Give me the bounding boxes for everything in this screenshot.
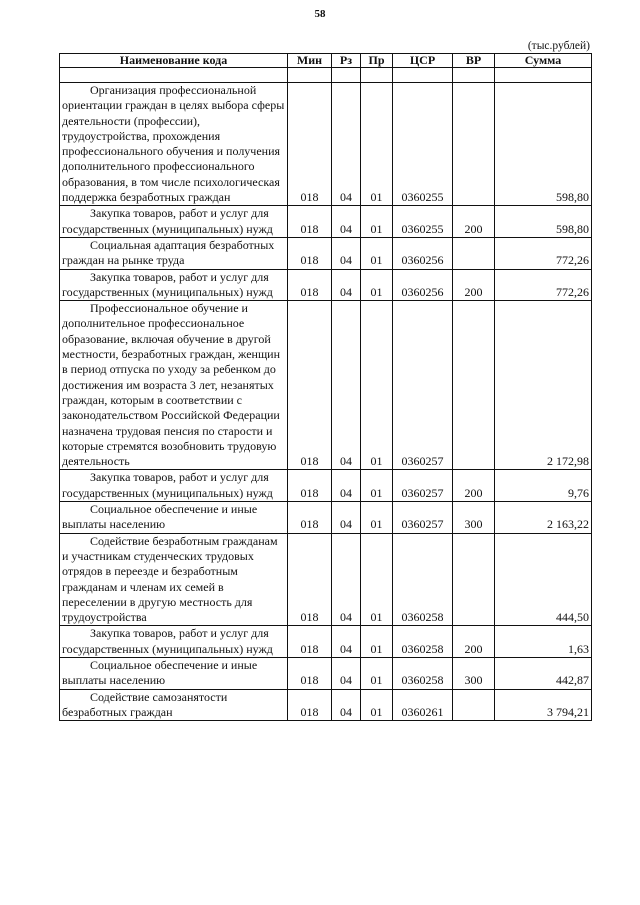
row-sum: 2 172,98 <box>495 301 592 470</box>
row-pr: 01 <box>361 237 393 269</box>
table-header-row <box>60 54 592 68</box>
row-sum: 598,80 <box>495 83 592 206</box>
units-label: (тыс.рублей) <box>527 40 590 52</box>
row-vr <box>453 237 495 269</box>
row-rz: 04 <box>332 269 361 301</box>
row-csr: 0360255 <box>393 206 453 238</box>
row-csr: 0360256 <box>393 237 453 269</box>
row-min: 018 <box>288 301 332 470</box>
table-row <box>60 626 592 658</box>
row-min: 018 <box>288 237 332 269</box>
table-row <box>60 470 592 502</box>
table-row <box>60 269 592 301</box>
row-pr: 01 <box>361 533 393 626</box>
row-name: Закупка товаров, работ и услуг для государственных (муниципальных) нужд <box>62 470 273 500</box>
header-vr: ВР <box>453 54 495 68</box>
row-sum: 3 794,21 <box>495 689 592 721</box>
row-min: 018 <box>288 657 332 689</box>
row-csr: 0360258 <box>393 657 453 689</box>
row-pr: 01 <box>361 301 393 470</box>
header-name: Наименование кода <box>60 54 288 68</box>
header-rz: Рз <box>332 54 361 68</box>
row-min: 018 <box>288 206 332 238</box>
row-csr: 0360258 <box>393 533 453 626</box>
row-name: Профессиональное обучение и дополнительное профессиональное образование, включая обучение в другой местности, безработных граждан, женщин в период отпуска по уходу за ребенком до достижения им возраста 3 лет, незанятых граждан, которым в соответствии с законодательством Российской Федерации назначена трудовая пенсия по старости и которые стремятся возобновить трудовую деятельность <box>62 301 281 469</box>
row-sum: 2 163,22 <box>495 502 592 534</box>
row-vr <box>453 689 495 721</box>
row-csr: 0360261 <box>393 689 453 721</box>
row-sum: 772,26 <box>495 269 592 301</box>
table-row <box>60 657 592 689</box>
row-csr: 0360257 <box>393 502 453 534</box>
table-row <box>60 689 592 721</box>
row-min: 018 <box>288 502 332 534</box>
row-csr: 0360258 <box>393 626 453 658</box>
table-row <box>60 301 592 470</box>
table-row <box>60 502 592 534</box>
row-rz: 04 <box>332 657 361 689</box>
row-pr: 01 <box>361 626 393 658</box>
row-rz: 04 <box>332 83 361 206</box>
row-name: Содействие безработным гражданам и участникам студенческих трудовых отрядов в переезде и безработным гражданам и членам их семей в переселении в другую местность для трудоустройства <box>62 533 278 625</box>
row-vr: 200 <box>453 470 495 502</box>
row-sum: 1,63 <box>495 626 592 658</box>
row-min: 018 <box>288 83 332 206</box>
row-sum: 598,80 <box>495 206 592 238</box>
header-min: Мин <box>288 54 332 68</box>
row-vr: 200 <box>453 626 495 658</box>
header-pr: Пр <box>361 54 393 68</box>
row-vr: 200 <box>453 269 495 301</box>
table-spacer-row <box>60 68 592 83</box>
row-csr: 0360257 <box>393 301 453 470</box>
header-sum: Сумма <box>495 54 592 68</box>
row-vr <box>453 533 495 626</box>
row-vr <box>453 83 495 206</box>
row-min: 018 <box>288 470 332 502</box>
row-pr: 01 <box>361 269 393 301</box>
row-vr <box>453 301 495 470</box>
row-rz: 04 <box>332 237 361 269</box>
row-csr: 0360256 <box>393 269 453 301</box>
table-row <box>60 237 592 269</box>
row-name: Закупка товаров, работ и услуг для государственных (муниципальных) нужд <box>62 626 273 656</box>
row-min: 018 <box>288 689 332 721</box>
row-name: Закупка товаров, работ и услуг для государственных (муниципальных) нужд <box>62 269 273 299</box>
row-min: 018 <box>288 626 332 658</box>
row-vr: 200 <box>453 206 495 238</box>
row-pr: 01 <box>361 689 393 721</box>
row-pr: 01 <box>361 206 393 238</box>
row-name: Организация профессиональной ориентации граждан в целях выбора сферы деятельности (профессии), трудоустройства, прохождения профессионального обучения и получения дополнительного профессионального образования, в том числе психологическая поддержка безработных граждан <box>62 83 285 205</box>
row-min: 018 <box>288 533 332 626</box>
row-rz: 04 <box>332 206 361 238</box>
row-pr: 01 <box>361 470 393 502</box>
row-vr: 300 <box>453 502 495 534</box>
row-rz: 04 <box>332 502 361 534</box>
row-name: Содействие самозанятости безработных граждан <box>62 689 228 719</box>
row-name: Закупка товаров, работ и услуг для государственных (муниципальных) нужд <box>62 206 273 236</box>
row-sum: 9,76 <box>495 470 592 502</box>
row-sum: 442,87 <box>495 657 592 689</box>
row-name: Социальная адаптация безработных граждан на рынке труда <box>62 237 275 268</box>
row-vr: 300 <box>453 657 495 689</box>
row-rz: 04 <box>332 689 361 721</box>
row-rz: 04 <box>332 626 361 658</box>
row-rz: 04 <box>332 470 361 502</box>
row-pr: 01 <box>361 657 393 689</box>
row-csr: 0360257 <box>393 470 453 502</box>
row-pr: 01 <box>361 83 393 206</box>
row-rz: 04 <box>332 533 361 626</box>
row-name: Социальное обеспечение и иные выплаты населению <box>62 657 258 688</box>
row-pr: 01 <box>361 502 393 534</box>
row-name: Социальное обеспечение и иные выплаты населению <box>62 502 258 532</box>
row-sum: 444,50 <box>495 533 592 626</box>
row-csr: 0360255 <box>393 83 453 206</box>
row-min: 018 <box>288 269 332 301</box>
row-rz: 04 <box>332 301 361 470</box>
header-csr: ЦСР <box>393 54 453 68</box>
row-sum: 772,26 <box>495 237 592 269</box>
budget-table <box>59 53 592 721</box>
page-number: 58 <box>314 8 326 20</box>
table-row <box>60 83 592 206</box>
table-row <box>60 206 592 238</box>
table-row <box>60 533 592 626</box>
